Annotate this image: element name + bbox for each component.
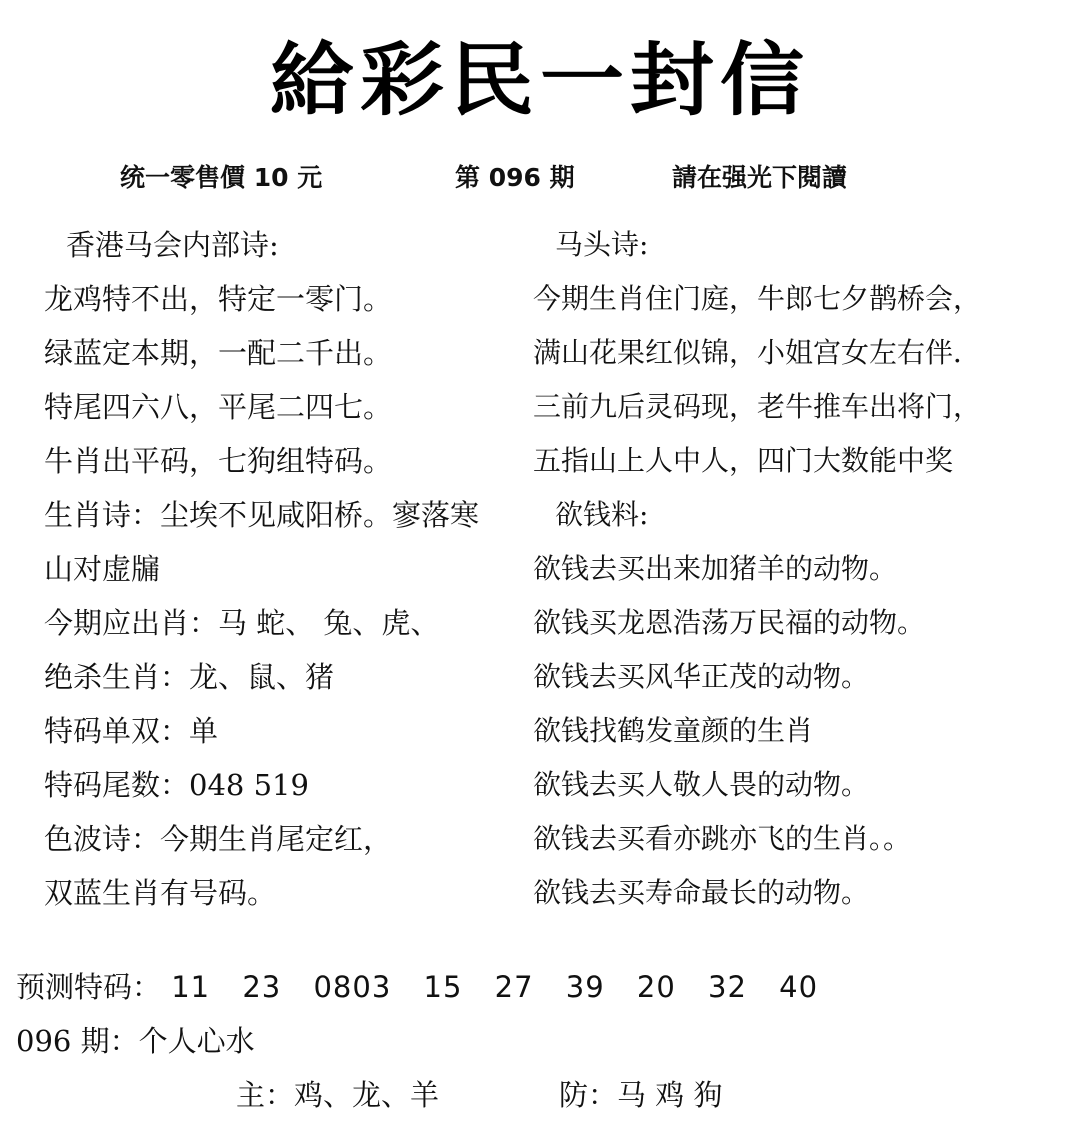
issue-tip-line: 096 期：个人心水 [16,1024,255,1058]
prediction-number: 0803 [313,970,392,1004]
reading-notice: 請在强光下閱讀 [672,163,848,192]
prediction-label: 预测特码： [16,970,162,1004]
left-heading: 香港马会内部诗: [66,228,279,262]
right-line: 欲钱去买出来加猪羊的动物。 [533,552,898,585]
prediction-number: 23 [242,970,282,1004]
bottom-section [16,960,1066,1122]
right-line: 欲钱找鹤发童颜的生肖 [533,714,814,747]
right-line: 欲钱去买寿命最长的动物。 [533,876,870,909]
left-line: 双蓝生肖有号码。 [44,876,277,910]
right-heading: 马头诗: [555,228,649,261]
right-line: 欲钱去买人敬人畏的动物。 [533,768,870,801]
price-label: 统一零售價 10 元 [120,163,323,192]
prediction-number: 15 [423,970,463,1004]
left-line: 今期应出肖：马 蛇、 兔、虎、 [44,606,440,640]
left-line: 山对虚牖 [44,552,161,586]
prediction-number: 32 [708,970,747,1004]
defend-picks: 防：马 鸡 狗 [559,1078,723,1112]
left-line: 生肖诗：尘埃不见咸阳桥。寥落寒 [44,498,480,532]
main-picks: 主：鸡、龙、羊 [236,1078,440,1112]
header-row [0,160,1080,196]
page-title: 給彩民一封信 [269,33,810,127]
left-line: 龙鸡特不出，特定一零门。 [44,282,393,316]
left-line: 特码尾数：048 519 [44,768,309,802]
prediction-number: 20 [636,970,676,1004]
left-column [44,218,524,920]
prediction-number: 27 [494,970,534,1004]
picks-line [16,1068,1066,1122]
prediction-number: 39 [565,970,605,1004]
right-line: 五指山上人中人，四门大数能中奖 [533,444,954,477]
left-line: 绝杀生肖：龙、鼠、猪 [44,660,335,694]
left-line: 牛肖出平码，七狗组特码。 [44,444,393,478]
right-line: 三前九后灵码现，老牛推车出将门， [533,390,982,423]
prediction-number: 11 [171,970,211,1004]
right-column [533,218,1033,920]
prediction-numbers [161,970,840,1004]
right-heading-2: 欲钱料: [555,498,649,531]
right-line: 欲钱去买风华正茂的动物。 [533,660,870,693]
prediction-number: 40 [779,970,819,1004]
right-line: 今期生肖住门庭，牛郎七夕鹊桥会， [533,282,982,315]
left-line: 特尾四六八，平尾二四七。 [44,390,393,424]
left-line: 特码单双：单 [44,714,219,748]
left-line: 色波诗：今期生肖尾定红， [44,822,393,856]
left-line: 绿蓝定本期，一配二千出。 [44,336,393,370]
right-line: 欲钱买龙恩浩荡万民福的动物。 [533,606,926,639]
right-line: 满山花果红似锦，小姐宫女左右伴． [533,336,982,369]
issue-label: 第 096 期 [455,163,575,192]
prediction-line [16,960,1066,1014]
right-line: 欲钱去买看亦跳亦飞的生肖。。 [533,822,912,855]
